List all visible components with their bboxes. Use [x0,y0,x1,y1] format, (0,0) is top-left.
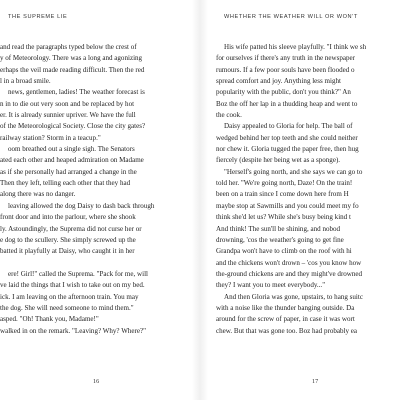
text-line: Boz the off her lap in a thudding heap and went to [216,99,358,108]
text-line: and the chickens won't drown – 'cos you know how [216,258,362,267]
text-line: leaving allowed the dog Daisy to dash back through [8,201,155,210]
text-line: front door and into the parlour, where she shook [0,213,136,222]
text-line: with a noise like the thunder banging outside. Da [216,303,355,312]
text-line: oom breathed out a single sigh. The Senators [8,145,135,154]
text-line: been on a train since I come down here from H [216,190,349,199]
text-line: railway station? Storm in a teacup." [0,133,101,142]
text-line: l in a broad smile. [0,77,51,86]
text-line: spread comfort and joy. Anything less might [216,77,341,86]
left-running-head: THE SUPREME LIE [8,14,68,20]
text-line: batted it playfully at Daisy, who caught it in her [0,247,135,256]
text-line: nor chew it. Gloria tugged the paper free, then hug [216,145,359,154]
text-line: news, gentlemen, ladies! The weather forecast is [8,88,145,97]
text-line: "Herself's going north, and she says we can go to [224,167,363,176]
text-line: as if she personally had arranged a change in the [0,167,137,176]
right-page [200,0,400,400]
text-line: the dog. She will need someone to mind them." [0,303,134,312]
text-line: Grandpa won't have to climb on the roof with hi [216,247,352,256]
text-line: ick. I am leaving on the afternoon train. You may [0,292,139,301]
text-line: e dog to the scullery. She simply screwed up the [0,235,136,244]
text-line: ly. Astoundingly, the Suprema did not curse her or [0,224,142,233]
text-line: think she'd let us? While she's busy being kind t [216,213,351,222]
right-page-number: 17 [312,378,319,385]
text-line: Daisy appealed to Gloria for help. The ball of [224,122,353,131]
right-running-head: WHETHER THE WEATHER WILL OR WON'T [224,14,358,20]
text-line: asped. "Oh! Thank you, Madame!" [0,315,99,324]
text-line: told her. "We're going north, Daze! On the train! [216,179,353,188]
text-line: n in to die out very soon and be replaced by hot [0,99,135,108]
text-line: chew. But that was gone too. Boz had probably ea [216,326,358,335]
text-line: ere! Girl!" called the Suprema. "Pack for me, will [8,269,148,278]
text-line: walked in on the remark. "Leaving? Why? Where?" [0,326,146,335]
text-line: And think! The sun'll be shining, and nobod [216,224,341,233]
text-line: And then Gloria was gone, upstairs, to hang suitc [224,292,363,301]
text-line: drowning, 'cos the weather's going to get fine [216,235,344,244]
text-line: His wife patted his sleeve playfully. "I think we sh [224,43,367,51]
text-line: and read the paragraphs typed below the crest of [0,43,137,51]
text-line: they? I want you to meet everybody..." [216,281,326,290]
left-page-number: 16 [93,378,100,385]
text-line: rumours. If a few poor souls have been flooded o [216,65,355,74]
text-line: wedged behind her top teeth and she could neither [216,133,358,142]
text-line: erhaps the veil made reading difficult. Then the red [0,65,145,74]
text-line: y of Meteorology. There was a long and agonizing [0,54,143,63]
text-line: of the Meteorological Society. Close the city gates? [0,122,146,131]
text-line: Then they left, telling each other that they had [0,179,131,188]
text-line: fiercely (despite her being wet as a sponge). [216,156,341,165]
right-page-text [216,42,400,337]
text-line: maybe stop at Sawmills and you could meet my fo [216,201,359,210]
text-line: the-ground chickens are and they might've drowned [216,269,363,278]
text-line: around for the screw of paper, in case it was wort [216,315,355,324]
text-line: ated each other and heaped admiration on Madame [0,156,144,165]
text-line: along there was no danger. [0,190,76,199]
text-line: popularity with the public, don't you think?" An [216,88,351,97]
left-page-text [0,42,192,337]
text-line: the cook. [216,111,242,120]
text-line: ve laid the things that I wish to take out on my bed. [0,281,145,290]
text-line: for ourselves if there's any truth in the newspaper [216,54,356,63]
text-line [0,258,192,269]
text-line: er. It is already sunnier upriver. We have the full [0,111,136,120]
